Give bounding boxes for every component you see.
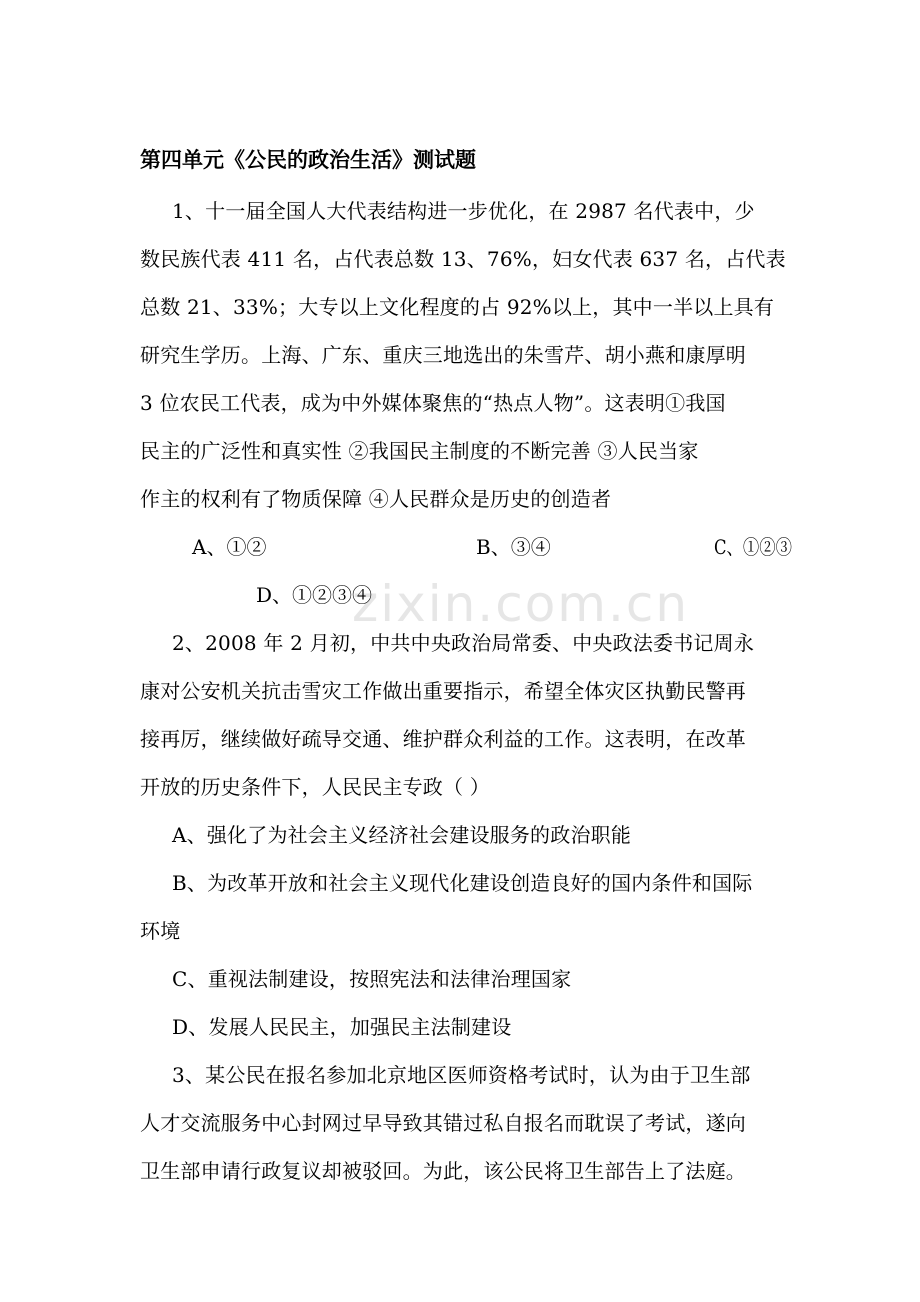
- q1-line-7: 作主的权利有了物质保障 ④人民群众是历史的创造者: [140, 487, 612, 511]
- q2-option-a: A、强化了为社会主义经济社会建设服务的政治职能: [172, 823, 632, 847]
- q3-line-1: 3、某公民在报名参加北京地区医师资格考试时，认为由于卫生部: [172, 1063, 751, 1087]
- q2-line-3: 接再厉，继续做好疏导交通、维护群众利益的工作。这表明，在改革: [140, 727, 746, 751]
- q2-line-2: 康对公安机关抗击雪灾工作做出重要指示，希望全体灾区执勤民警再: [140, 679, 746, 703]
- watermark: zixin.com.cn: [352, 575, 690, 633]
- q2-line-1: 2、2008 年 2 月初，中共中央政治局常委、中央政法委书记周永: [172, 631, 755, 655]
- q1-line-3: 总数 21、33%；大专以上文化程度的占 92%以上，其中一半以上具有: [140, 295, 775, 319]
- q1-line-1: 1、十一届全国人大代表结构进一步优化，在 2987 名代表中，少: [172, 199, 755, 223]
- page-title: 第四单元《公民的政治生活》测试题: [140, 148, 476, 172]
- q2-option-c: C、重视法制建设，按照宪法和法律治理国家: [172, 967, 572, 991]
- q1-option-b: B、③④: [476, 535, 551, 559]
- q2-line-4: 开放的历史条件下，人民民主专政（ ）: [140, 775, 490, 799]
- q2-option-d: D、发展人民民主，加强民主法制建设: [172, 1015, 512, 1039]
- q1-line-4: 研究生学历。上海、广东、重庆三地选出的朱雪芹、胡小燕和康厚明: [140, 343, 746, 367]
- q2-option-b: B、为改革开放和社会主义现代化建设创造良好的国内条件和国际: [172, 871, 753, 895]
- q1-line-2: 数民族代表 411 名，占代表总数 13、76%，妇女代表 637 名，占代表: [140, 247, 786, 271]
- q2-option-b-cont: 环境: [140, 919, 181, 943]
- q3-line-3: 卫生部申请行政复议却被驳回。为此，该公民将卫生部告上了法庭。: [140, 1159, 746, 1183]
- q1-option-a: A、①②: [192, 535, 267, 559]
- q1-option-c: C、①②③: [714, 535, 793, 559]
- q1-option-d: D、①②③④: [256, 583, 373, 607]
- q1-line-5: 3 位农民工代表，成为中外媒体聚焦的“热点人物”。这表明①我国: [140, 391, 726, 415]
- q3-line-2: 人才交流服务中心封网过早导致其错过私自报名而耽误了考试，遂向: [140, 1111, 746, 1135]
- q1-line-6: 民主的广泛性和真实性 ②我国民主制度的不断完善 ③人民当家: [140, 439, 699, 463]
